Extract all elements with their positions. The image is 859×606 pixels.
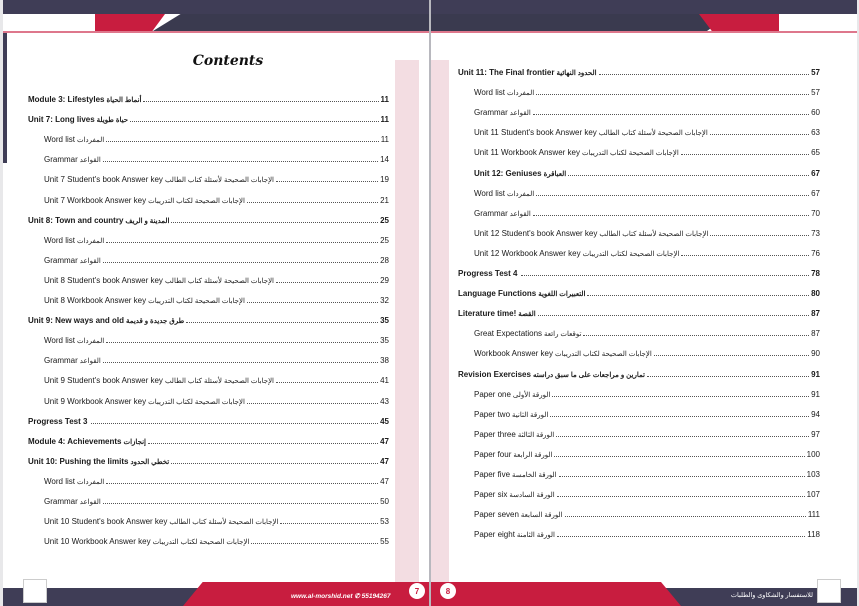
dot-leader	[148, 442, 378, 444]
dot-leader	[106, 341, 378, 343]
toc-entry[interactable]	[458, 278, 820, 298]
toc-entry-page: 32	[380, 296, 389, 306]
toc-entry-label: Revision Exercises	[458, 369, 531, 379]
toc-entry[interactable]	[28, 466, 389, 486]
toc-entry-arabic: تمارين و مراجعات على ما سبق دراسته	[532, 371, 645, 379]
header-stripe	[153, 14, 429, 31]
toc-entry[interactable]	[458, 57, 820, 77]
toc-entry-page: 11	[380, 95, 389, 105]
toc-entry-page: 21	[380, 195, 389, 205]
toc-entry-arabic: الورقة الثامنة	[516, 532, 555, 540]
toc-entry[interactable]	[458, 218, 820, 238]
toc-entry[interactable]	[28, 245, 389, 265]
dot-leader	[533, 113, 809, 115]
toc-entry[interactable]	[458, 439, 820, 459]
toc-entry-arabic: الإجابات الصحيحة لكتاب التدريبات	[148, 398, 245, 406]
toc-entry-label: Paper eight	[474, 530, 515, 540]
toc-entry-arabic: الإجابات الصحيحة لأسئلة كتاب الطالب	[598, 130, 708, 138]
dot-leader	[533, 214, 809, 216]
toc-entry-label: Word list	[474, 88, 505, 98]
toc-entry-label: Unit 10: Pushing the limits	[28, 456, 129, 466]
toc-entry-arabic: المفردات	[76, 237, 105, 245]
toc-entry-label: Paper six	[474, 490, 508, 500]
toc-entry-page: 11	[380, 115, 389, 125]
header-rule	[3, 31, 429, 33]
toc-entry-label: Unit 8 Student's book Answer key	[44, 275, 163, 285]
toc-entry[interactable]	[28, 265, 389, 285]
dot-leader	[647, 375, 809, 377]
toc-entry[interactable]	[458, 137, 820, 157]
toc-entry-label: Progress Test 4	[458, 269, 518, 279]
toc-entry-arabic: المدينة و الريف	[125, 217, 170, 225]
dot-leader	[556, 435, 809, 437]
toc-entry-arabic: التعبيرات اللغوية	[538, 291, 586, 299]
toc-entry-page: 29	[380, 275, 389, 285]
toc-entry-arabic: الإجابات الصحيحة لأسئلة كتاب الطالب	[169, 519, 279, 527]
dot-leader	[536, 93, 809, 95]
toc-entry-page: 111	[807, 510, 820, 520]
toc-entry[interactable]	[28, 84, 389, 104]
toc-entry-label: Unit 9 Student's book Answer key	[44, 376, 163, 386]
toc-entry[interactable]	[458, 338, 820, 358]
toc-entry-page: 35	[380, 316, 389, 326]
dot-leader	[103, 502, 378, 504]
toc-entry-label: Grammar	[474, 208, 508, 218]
dot-leader	[106, 482, 378, 484]
dot-leader	[552, 395, 809, 397]
dot-leader	[130, 120, 378, 122]
left-page	[3, 0, 429, 606]
dot-leader	[106, 140, 379, 142]
toc-entry-arabic: الورقة الأولى	[512, 391, 551, 399]
dot-leader	[521, 274, 809, 276]
toc-list-left	[28, 84, 389, 546]
dot-leader	[599, 73, 810, 75]
toc-entry-page: 28	[380, 255, 389, 265]
page-title: Contents	[192, 53, 264, 69]
toc-entry-arabic: القواعد	[79, 358, 101, 366]
dot-leader	[554, 455, 804, 457]
toc-entry-arabic: الإجابات الصحيحة لأسئلة كتاب الطالب	[164, 177, 275, 185]
background-ribbon	[431, 60, 449, 590]
dot-leader	[550, 415, 809, 417]
toc-entry[interactable]	[458, 419, 820, 439]
toc-entry-page: 43	[380, 396, 389, 406]
toc-entry[interactable]	[28, 345, 389, 365]
toc-entry-arabic: الورقة الثانية	[512, 411, 549, 419]
toc-entry-page: 67	[811, 168, 820, 178]
dot-leader	[583, 334, 809, 336]
dot-leader	[568, 174, 809, 176]
toc-entry-arabic: تخطي الحدود	[130, 458, 170, 466]
toc-entry[interactable]	[28, 365, 389, 385]
toc-entry-label: Paper four	[474, 449, 512, 459]
toc-entry-arabic: الورقة الرابعة	[513, 451, 553, 459]
toc-entry-page: 103	[806, 469, 820, 479]
toc-entry-page: 45	[380, 416, 389, 426]
phone-icon: ✆	[354, 593, 360, 600]
toc-entry[interactable]	[458, 157, 820, 177]
toc-entry-arabic: القواعد	[509, 110, 531, 118]
toc-entry-arabic: الورقة السابعة	[520, 512, 563, 520]
toc-entry[interactable]	[458, 97, 820, 117]
dot-leader	[276, 381, 378, 383]
dot-leader	[536, 194, 809, 196]
toc-entry-arabic: المفردات	[76, 338, 105, 346]
toc-entry-page: 91	[811, 369, 820, 379]
dot-leader	[654, 354, 809, 356]
toc-entry-label: Grammar	[474, 108, 508, 118]
toc-entry[interactable]	[28, 446, 389, 466]
qr-code-icon[interactable]	[817, 579, 841, 603]
dot-leader	[538, 314, 809, 316]
dot-leader	[681, 153, 809, 155]
toc-entry-page: 60	[811, 108, 820, 118]
dot-leader	[103, 261, 378, 263]
toc-entry-page: 76	[811, 248, 820, 258]
toc-entry[interactable]	[28, 104, 389, 124]
toc-entry-arabic: العباقرة	[543, 170, 567, 178]
toc-entry-page: 57	[811, 68, 820, 78]
toc-entry[interactable]	[28, 506, 389, 526]
toc-entry-arabic: المفردات	[506, 190, 535, 198]
toc-entry-arabic: الإجابات الصحيحة لكتاب التدريبات	[152, 539, 250, 547]
footer-contact[interactable]	[291, 592, 391, 600]
background-ribbon	[395, 60, 419, 590]
toc-entry-page: 53	[380, 517, 389, 527]
toc-entry-page: 41	[380, 376, 389, 386]
toc-entry-arabic: الورقة الثالثة	[517, 431, 555, 439]
toc-entry-arabic: الإجابات الصحيحة لأسئلة كتاب الطالب	[599, 230, 709, 238]
toc-entry-arabic: المفردات	[76, 137, 105, 145]
toc-entry-arabic: إنجازات	[123, 438, 146, 446]
toc-entry-page: 87	[811, 329, 820, 339]
toc-entry[interactable]	[28, 385, 389, 405]
toc-entry-label: Word list	[44, 476, 75, 486]
toc-entry-page: 90	[811, 349, 820, 359]
toc-entry-label: Unit 7 Workbook Answer key	[44, 195, 147, 205]
toc-entry-label: Unit 12 Student's book Answer key	[474, 228, 598, 238]
toc-entry[interactable]	[458, 198, 820, 218]
dot-leader	[276, 281, 378, 283]
dot-leader	[559, 475, 805, 477]
toc-entry-label: Paper one	[474, 389, 511, 399]
toc-entry[interactable]	[458, 77, 820, 97]
toc-entry[interactable]	[458, 479, 820, 499]
toc-entry-label: Module 3: Lifestyles	[28, 95, 105, 105]
toc-entry-page: 14	[380, 155, 389, 165]
page-number: 7	[408, 582, 426, 600]
dot-leader	[171, 462, 378, 464]
toc-entry-label: Unit 10 Workbook Answer key	[44, 537, 151, 547]
toc-entry[interactable]	[458, 298, 820, 318]
toc-entry-label: Word list	[44, 135, 75, 145]
toc-entry[interactable]	[28, 124, 389, 144]
toc-entry-arabic: المفردات	[506, 90, 535, 98]
page-number: 8	[439, 582, 457, 600]
toc-entry-page: 80	[811, 289, 820, 299]
toc-entry[interactable]	[28, 426, 389, 446]
toc-entry-page: 47	[380, 436, 389, 446]
toc-entry-page: 107	[806, 490, 820, 500]
toc-entry-label: Progress Test 3	[28, 416, 88, 426]
toc-entry-arabic: القصة	[518, 311, 536, 319]
toc-entry-label: Grammar	[44, 155, 78, 165]
toc-entry[interactable]	[28, 184, 389, 204]
toc-entry[interactable]	[458, 519, 820, 539]
toc-entry-label: Literature time!	[458, 309, 517, 319]
dot-leader	[103, 361, 378, 363]
dot-leader	[247, 301, 378, 303]
toc-entry-label: Unit 9: New ways and old	[28, 316, 125, 326]
toc-entry-label: Paper five	[474, 469, 511, 479]
dot-leader	[247, 201, 378, 203]
dot-leader	[557, 495, 805, 497]
dot-leader	[587, 294, 809, 296]
dot-leader	[276, 180, 378, 182]
toc-entry-arabic: الإجابات الصحيحة لأسئلة كتاب الطالب	[164, 277, 275, 285]
website-link[interactable]: www.al-morshid.net	[291, 593, 353, 600]
dot-leader	[103, 160, 378, 162]
toc-entry-page: 55	[380, 537, 389, 547]
toc-entry-page: 57	[811, 88, 820, 98]
toc-entry-label: Paper two	[474, 409, 511, 419]
toc-entry-page: 70	[811, 208, 820, 218]
dot-leader	[251, 542, 378, 544]
toc-entry-label: Great Expectations	[474, 329, 543, 339]
toc-entry-label: Unit 7: Long lives	[28, 115, 95, 125]
toc-entry[interactable]	[458, 258, 820, 278]
qr-code-icon[interactable]	[23, 579, 47, 603]
toc-entry[interactable]	[458, 459, 820, 479]
toc-entry[interactable]	[458, 178, 820, 198]
toc-entry-arabic: الإجابات الصحيحة لأسئلة كتاب الطالب	[164, 378, 275, 386]
toc-entry[interactable]	[458, 499, 820, 519]
toc-entry[interactable]	[28, 305, 389, 325]
toc-entry-label: Language Functions	[458, 289, 537, 299]
toc-entry-arabic: القواعد	[79, 498, 101, 506]
toc-entry-label: Unit 8: Town and country	[28, 215, 124, 225]
toc-entry-label: Workbook Answer key	[474, 349, 553, 359]
toc-entry-page: 100	[806, 449, 820, 459]
toc-entry-arabic: طرق جديدة و قديمة	[126, 318, 185, 326]
toc-entry[interactable]	[458, 318, 820, 338]
dot-leader	[557, 535, 805, 537]
dot-leader	[280, 522, 378, 524]
toc-entry-label: Unit 9 Workbook Answer key	[44, 396, 147, 406]
toc-entry[interactable]	[28, 325, 389, 345]
toc-entry-arabic: الإجابات الصحيحة لكتاب التدريبات	[555, 351, 652, 359]
toc-entry-page: 87	[811, 309, 820, 319]
dot-leader	[710, 234, 809, 236]
toc-entry-label: Unit 7 Student's book Answer key	[44, 175, 163, 185]
toc-entry-arabic: الإجابات الصحيحة لكتاب التدريبات	[148, 197, 245, 205]
toc-entry[interactable]	[28, 406, 389, 426]
toc-entry-label: Unit 10 Student's book Answer key	[44, 517, 168, 527]
toc-entry-label: Word list	[44, 336, 75, 346]
toc-entry-label: Grammar	[44, 496, 78, 506]
toc-entry-label: Unit 12: Geniuses	[474, 168, 542, 178]
toc-entry-page: 94	[811, 409, 820, 419]
toc-entry-page: 11	[380, 135, 389, 145]
toc-entry-page: 19	[380, 175, 389, 185]
toc-entry-arabic: القواعد	[79, 257, 101, 265]
toc-entry-arabic: المفردات	[76, 478, 105, 486]
toc-entry[interactable]	[458, 358, 820, 378]
header-stripe	[431, 14, 731, 31]
toc-entry-label: Word list	[474, 188, 505, 198]
toc-entry-page: 63	[811, 128, 820, 138]
toc-entry-arabic: الورقة السادسة	[509, 492, 555, 500]
toc-entry-page: 67	[811, 188, 820, 198]
toc-entry-arabic: الورقة الخامسة	[512, 471, 557, 479]
footer	[3, 578, 429, 606]
footer	[431, 578, 857, 606]
toc-entry-page: 73	[811, 228, 820, 238]
toc-entry-arabic: أنماط الحياة	[106, 97, 142, 105]
toc-entry-arabic: توقعات رائعة	[544, 331, 582, 339]
toc-entry[interactable]	[458, 379, 820, 399]
toc-entry[interactable]	[28, 144, 389, 164]
toc-entry-page: 91	[811, 389, 820, 399]
toc-entry-label: Paper three	[474, 429, 516, 439]
header-band	[3, 0, 429, 14]
toc-entry-label: Paper seven	[474, 510, 519, 520]
toc-entry-arabic: حياة طويلة	[96, 117, 129, 125]
toc-entry-arabic: الحدود النهائية	[556, 70, 597, 78]
toc-entry-label: Unit 11 Workbook Answer key	[474, 148, 580, 158]
toc-entry-label: Unit 11 Student's book Answer key	[474, 128, 597, 138]
toc-entry[interactable]	[28, 225, 389, 245]
toc-entry[interactable]	[458, 238, 820, 258]
dot-leader	[171, 221, 378, 223]
toc-entry-label: Unit 11: The Final frontier	[458, 68, 555, 78]
toc-entry-arabic: الإجابات الصحيحة لكتاب التدريبات	[582, 250, 680, 258]
toc-entry[interactable]	[28, 164, 389, 184]
toc-list-right	[458, 57, 820, 539]
toc-entry-page: 47	[380, 476, 389, 486]
right-page	[431, 0, 857, 606]
toc-entry-page: 47	[380, 456, 389, 466]
dot-leader	[186, 321, 378, 323]
toc-entry-label: Module 4: Achievements	[28, 436, 122, 446]
toc-entry-page: 35	[380, 336, 389, 346]
toc-entry-page: 25	[380, 215, 389, 225]
toc-entry[interactable]	[28, 285, 389, 305]
toc-entry-label: Word list	[44, 235, 75, 245]
toc-entry-arabic: الإجابات الصحيحة لكتاب التدريبات	[148, 298, 245, 306]
toc-entry-arabic: القواعد	[509, 210, 531, 218]
toc-entry-page: 65	[811, 148, 820, 158]
dot-leader	[247, 402, 378, 404]
toc-entry-label: Grammar	[44, 356, 78, 366]
toc-entry-page: 38	[380, 356, 389, 366]
header-accent	[95, 14, 165, 31]
toc-entry-page: 118	[807, 530, 820, 540]
toc-entry-arabic: القواعد	[79, 157, 101, 165]
header-rule	[431, 31, 857, 33]
toc-entry-label: Grammar	[44, 255, 78, 265]
toc-entry-label: Unit 8 Workbook Answer key	[44, 296, 147, 306]
toc-entry[interactable]	[28, 526, 389, 546]
toc-entry[interactable]	[28, 486, 389, 506]
dot-leader	[710, 133, 809, 135]
dot-leader	[106, 241, 378, 243]
header-band	[431, 0, 857, 14]
dot-leader	[143, 100, 378, 102]
phone-number: 55194267	[361, 593, 391, 600]
dot-leader	[91, 422, 378, 424]
footer-accent	[431, 582, 681, 606]
toc-entry-page: 78	[811, 269, 820, 279]
toc-entry[interactable]	[28, 205, 389, 225]
toc-entry-page: 50	[380, 496, 389, 506]
dot-leader	[681, 254, 809, 256]
toc-entry-page: 97	[811, 429, 820, 439]
footer-brand-text: للاستفسار والشكاوى والطلبات	[730, 592, 813, 599]
toc-entry-label: Unit 12 Workbook Answer key	[474, 248, 581, 258]
toc-entry-page: 25	[380, 235, 389, 245]
header-accent	[699, 14, 779, 31]
dot-leader	[565, 515, 806, 517]
edge-marker	[3, 33, 7, 163]
toc-entry[interactable]	[458, 399, 820, 419]
toc-entry[interactable]	[458, 117, 820, 137]
toc-entry-arabic: الإجابات الصحيحة لكتاب التدريبات	[581, 150, 679, 158]
